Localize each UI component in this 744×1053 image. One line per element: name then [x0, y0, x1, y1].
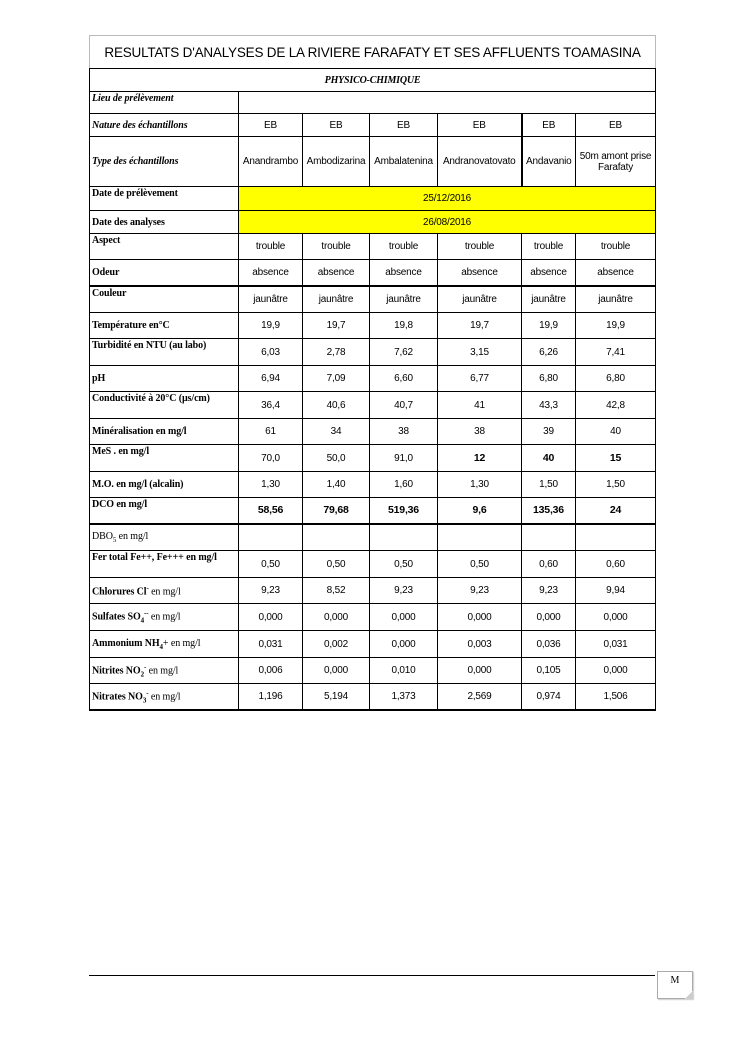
dco-cell: 24	[576, 498, 656, 524]
mes-cell: 50,0	[303, 445, 370, 472]
mo-cell: 1,30	[438, 472, 522, 498]
fer-cell: 0,50	[239, 551, 303, 578]
row-type	[90, 137, 656, 187]
turbidite-cell: 2,78	[303, 339, 370, 366]
label-dbo: $DBO_5$ en mg/l	[90, 524, 239, 551]
ph-cell: 6,80	[576, 366, 656, 392]
dco-cell: 519,36	[370, 498, 438, 524]
conductivite-cell: 40,6	[303, 392, 370, 419]
nitrites-cell: 0,000	[303, 658, 370, 684]
ph-cell: 7,09	[303, 366, 370, 392]
label-nature: Nature des échantillons	[90, 114, 239, 137]
ammonium-cell: 0,031	[576, 631, 656, 658]
fer-cell: 0,60	[576, 551, 656, 578]
row-odeur	[90, 260, 656, 286]
mineralisation-cell: 39	[522, 419, 576, 445]
conductivite-cell: 42,8	[576, 392, 656, 419]
temperature-cell: 19,9	[522, 313, 576, 339]
couleur-cell: jaunâtre	[438, 286, 522, 313]
label-nitrates: Nitrates $NO_3^-$ en mg/l	[90, 684, 239, 710]
page-fold-icon	[685, 991, 693, 999]
row-aspect	[90, 234, 656, 260]
dbo-cell	[576, 524, 656, 551]
fer-cell: 0,50	[303, 551, 370, 578]
row-ph	[90, 366, 656, 392]
conductivite-cell: 36,4	[239, 392, 303, 419]
sulfates-cell: 0,000	[370, 604, 438, 631]
dco-cell: 79,68	[303, 498, 370, 524]
label-mo: M.O. en mg/l (alcalin)	[90, 472, 239, 498]
aspect-cell: trouble	[522, 234, 576, 260]
chlorures-cell: 9,23	[239, 578, 303, 604]
mo-cell: 1,50	[522, 472, 576, 498]
couleur-cell: jaunâtre	[370, 286, 438, 313]
couleur-cell: jaunâtre	[522, 286, 576, 313]
type-cell: 50m amont prise Farafaty	[576, 137, 656, 187]
nature-cell: EB	[522, 114, 576, 137]
page-mark-label: M	[670, 975, 680, 986]
label-date-analyses: Date des analyses	[90, 211, 239, 234]
temperature-cell: 19,7	[303, 313, 370, 339]
nitrates-cell: 0,974	[522, 684, 576, 710]
nitrites-cell: 0,010	[370, 658, 438, 684]
label-fer: Fer total Fe++, Fe+++ en mg/l	[90, 551, 239, 578]
label-aspect: Aspect	[90, 234, 239, 260]
page-mark	[657, 971, 693, 999]
dco-cell: 58,56	[239, 498, 303, 524]
fer-cell: 0,50	[370, 551, 438, 578]
temperature-cell: 19,9	[239, 313, 303, 339]
ammonium-cell: 0,002	[303, 631, 370, 658]
dco-cell: 135,36	[522, 498, 576, 524]
dbo-cell	[522, 524, 576, 551]
row-lieu	[90, 92, 656, 114]
odeur-cell: absence	[522, 260, 576, 286]
footer-divider	[89, 975, 655, 976]
type-cell: Anandrambo	[239, 137, 303, 187]
row-mes	[90, 445, 656, 472]
dbo-cell	[239, 524, 303, 551]
odeur-cell: absence	[303, 260, 370, 286]
dbo-cell	[303, 524, 370, 551]
odeur-cell: absence	[576, 260, 656, 286]
conductivite-cell: 40,7	[370, 392, 438, 419]
sulfates-cell: 0,000	[303, 604, 370, 631]
nitrites-cell: 0,000	[438, 658, 522, 684]
nature-cell: EB	[239, 114, 303, 137]
turbidite-cell: 6,26	[522, 339, 576, 366]
analysis-table	[89, 35, 656, 711]
label-turbidite: Turbidité en NTU (au labo)	[90, 339, 239, 366]
chlorures-cell: 9,23	[438, 578, 522, 604]
ammonium-cell: 0,000	[370, 631, 438, 658]
conductivite-cell: 43,3	[522, 392, 576, 419]
ph-cell: 6,60	[370, 366, 438, 392]
temperature-cell: 19,7	[438, 313, 522, 339]
row-temperature	[90, 313, 656, 339]
sulfates-cell: 0,000	[576, 604, 656, 631]
row-sulfates	[90, 604, 656, 631]
row-nature	[90, 114, 656, 137]
odeur-cell: absence	[370, 260, 438, 286]
row-nitrates	[90, 684, 656, 710]
label-couleur: Couleur	[90, 286, 239, 313]
section-subtitle: PHYSICO-CHIMIQUE	[90, 69, 656, 92]
row-date-prelevement	[90, 187, 656, 211]
row-dbo	[90, 524, 656, 551]
nature-cell: EB	[438, 114, 522, 137]
row-fer	[90, 551, 656, 578]
label-sulfates: Sulfates $SO_4^{--}$ en mg/l	[90, 604, 239, 631]
turbidite-cell: 6,03	[239, 339, 303, 366]
lieu-value	[239, 92, 656, 114]
sulfates-cell: 0,000	[239, 604, 303, 631]
mo-cell: 1,50	[576, 472, 656, 498]
mes-cell: 91,0	[370, 445, 438, 472]
label-chlorures: Chlorures Cl- en mg/l	[90, 578, 239, 604]
nature-cell: EB	[370, 114, 438, 137]
turbidite-cell: 3,15	[438, 339, 522, 366]
nature-cell: EB	[576, 114, 656, 137]
mo-cell: 1,40	[303, 472, 370, 498]
nitrates-cell: 1,373	[370, 684, 438, 710]
subtitle-row	[90, 69, 656, 92]
row-dco	[90, 498, 656, 524]
aspect-cell: trouble	[370, 234, 438, 260]
nitrates-cell: 2,569	[438, 684, 522, 710]
chlorures-cell: 8,52	[303, 578, 370, 604]
ammonium-cell: 0,031	[239, 631, 303, 658]
label-ph: pH	[90, 366, 239, 392]
row-mineralisation	[90, 419, 656, 445]
label-lieu: Lieu de prélèvement	[90, 92, 239, 114]
mineralisation-cell: 34	[303, 419, 370, 445]
aspect-cell: trouble	[438, 234, 522, 260]
mo-cell: 1,60	[370, 472, 438, 498]
mes-cell: 70,0	[239, 445, 303, 472]
mo-cell: 1,30	[239, 472, 303, 498]
type-cell: Andavanio	[522, 137, 576, 187]
nitrates-cell: 1,196	[239, 684, 303, 710]
row-turbidite	[90, 339, 656, 366]
chlorures-cell: 9,23	[370, 578, 438, 604]
type-cell: Andranovatovato	[438, 137, 522, 187]
label-nitrites: Nitrites $NO_2^-$ en mg/l	[90, 658, 239, 684]
row-date-analyses	[90, 211, 656, 234]
mineralisation-cell: 38	[370, 419, 438, 445]
nitrites-cell: 0,105	[522, 658, 576, 684]
row-chlorures	[90, 578, 656, 604]
nitrites-cell: 0,000	[576, 658, 656, 684]
analysis-table-container	[89, 35, 655, 711]
couleur-cell: jaunâtre	[239, 286, 303, 313]
label-mes: MeS . en mg/l	[90, 445, 239, 472]
turbidite-cell: 7,62	[370, 339, 438, 366]
type-cell: Ambodizarina	[303, 137, 370, 187]
fer-cell: 0,60	[522, 551, 576, 578]
aspect-cell: trouble	[576, 234, 656, 260]
aspect-cell: trouble	[239, 234, 303, 260]
mineralisation-cell: 38	[438, 419, 522, 445]
label-dco: DCO en mg/l	[90, 498, 239, 524]
chlorures-cell: 9,94	[576, 578, 656, 604]
label-odeur: Odeur	[90, 260, 239, 286]
mineralisation-cell: 61	[239, 419, 303, 445]
chlorures-cell: 9,23	[522, 578, 576, 604]
title-row	[90, 36, 656, 69]
date-analyses-value: 26/08/2016	[239, 211, 656, 234]
row-conductivite	[90, 392, 656, 419]
nature-cell: EB	[303, 114, 370, 137]
row-nitrites	[90, 658, 656, 684]
nitrates-cell: 1,506	[576, 684, 656, 710]
ammonium-cell: 0,003	[438, 631, 522, 658]
mes-cell: 15	[576, 445, 656, 472]
mineralisation-cell: 40	[576, 419, 656, 445]
label-ammonium: Ammonium $NH_4+$ en mg/l	[90, 631, 239, 658]
date-prelevement-value: 25/12/2016	[239, 187, 656, 211]
temperature-cell: 19,8	[370, 313, 438, 339]
mes-cell: 40	[522, 445, 576, 472]
label-mineralisation: Minéralisation en mg/l	[90, 419, 239, 445]
conductivite-cell: 41	[438, 392, 522, 419]
type-cell: Ambalatenina	[370, 137, 438, 187]
nitrites-cell: 0,006	[239, 658, 303, 684]
ammonium-cell: 0,036	[522, 631, 576, 658]
turbidite-cell: 7,41	[576, 339, 656, 366]
dco-cell: 9,6	[438, 498, 522, 524]
ph-cell: 6,94	[239, 366, 303, 392]
label-conductivite: Conductivité à 20°C (µs/cm)	[90, 392, 239, 419]
label-type: Type des échantillons	[90, 137, 239, 187]
odeur-cell: absence	[438, 260, 522, 286]
ph-cell: 6,80	[522, 366, 576, 392]
label-date-prelevement: Date de prélèvement	[90, 187, 239, 211]
couleur-cell: jaunâtre	[303, 286, 370, 313]
couleur-cell: jaunâtre	[576, 286, 656, 313]
nitrates-cell: 5,194	[303, 684, 370, 710]
row-mo	[90, 472, 656, 498]
dbo-cell	[370, 524, 438, 551]
odeur-cell: absence	[239, 260, 303, 286]
sulfates-cell: 0,000	[522, 604, 576, 631]
fer-cell: 0,50	[438, 551, 522, 578]
mes-cell: 12	[438, 445, 522, 472]
temperature-cell: 19,9	[576, 313, 656, 339]
label-temperature: Température en°C	[90, 313, 239, 339]
row-ammonium	[90, 631, 656, 658]
sulfates-cell: 0,000	[438, 604, 522, 631]
page-title: RESULTATS D'ANALYSES DE LA RIVIERE FARAFATY ET SES AFFLUENTS TOAMASINA	[90, 36, 656, 69]
row-couleur	[90, 286, 656, 313]
aspect-cell: trouble	[303, 234, 370, 260]
ph-cell: 6,77	[438, 366, 522, 392]
dbo-cell	[438, 524, 522, 551]
